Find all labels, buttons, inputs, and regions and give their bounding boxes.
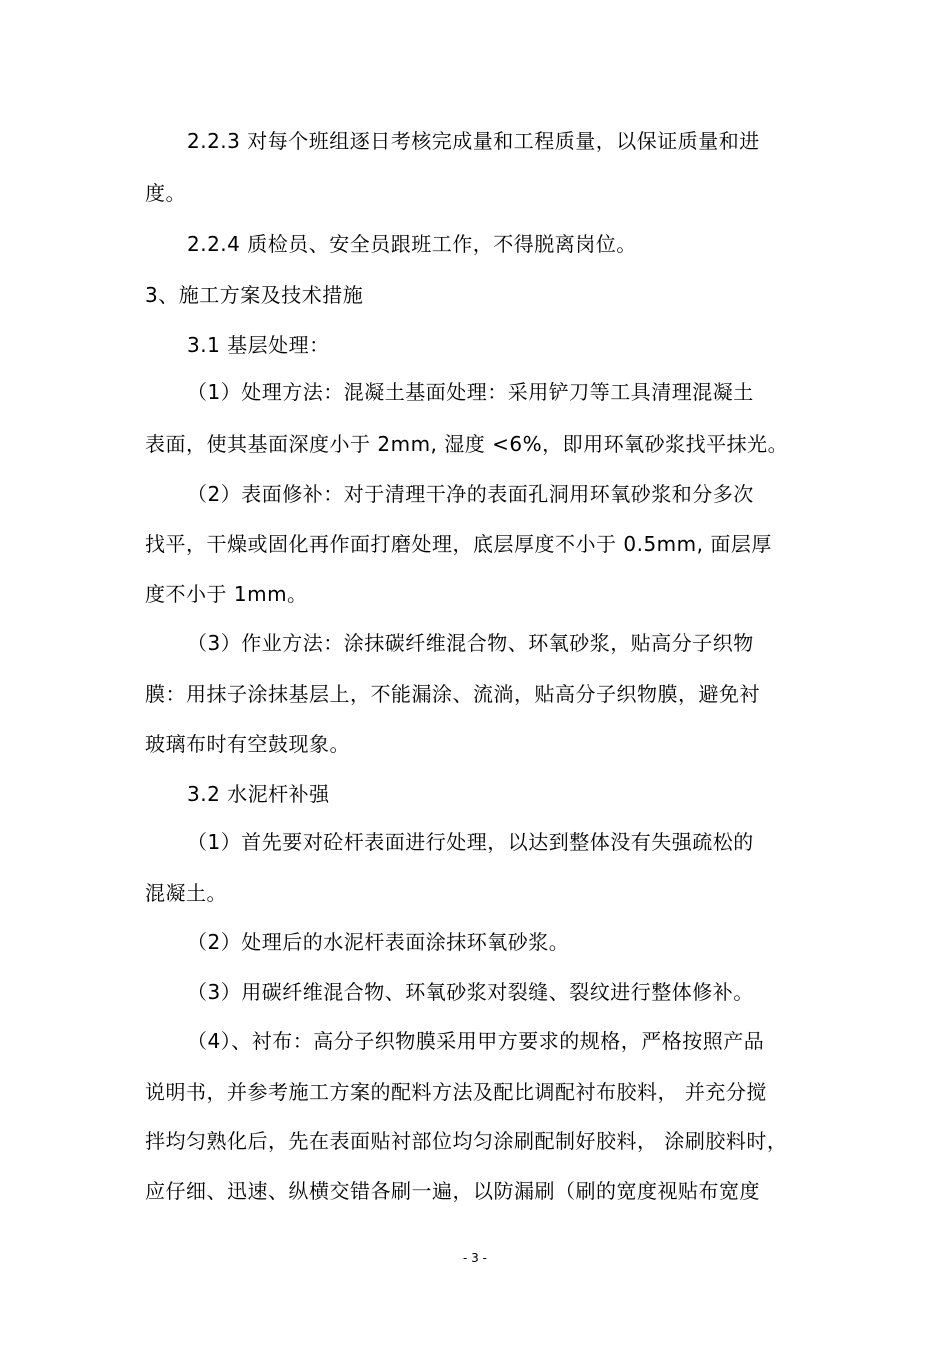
paragraph-line: （3）用碳纤维混合物、环氧砂浆对裂缝、裂纹进行整体修补。 [187, 980, 754, 1004]
paragraph-line: （1）处理方法：混凝土基面处理：采用铲刀等工具清理混凝土 [187, 380, 754, 404]
subsection-heading: 3.2 水泥杆补强 [187, 782, 330, 806]
paragraph-line: 找平，干燥或固化再作面打磨处理，底层厚度不小于 0.5mm, 面层厚 [145, 532, 772, 556]
paragraph-line: （2）处理后的水泥杆表面涂抹环氧砂浆。 [187, 930, 570, 954]
paragraph-line: 2.2.3 对每个班组逐日考核完成量和工程质量，以保证质量和进 [187, 129, 760, 153]
paragraph-line: 2.2.4 质检员、安全员跟班工作，不得脱离岗位。 [187, 232, 637, 256]
paragraph-line: 说明书，并参考施工方案的配料方法及配比调配衬布胶料， 并充分搅 [145, 1080, 767, 1104]
paragraph-line: 度不小于 1mm。 [145, 582, 308, 606]
paragraph-line: （1）首先要对砼杆表面进行处理，以达到整体没有失强疏松的 [187, 830, 754, 854]
page-number: - 3 - [463, 1251, 487, 1265]
subsection-heading: 3.1 基层处理： [187, 333, 330, 357]
paragraph-line: 表面，使其基面深度小于 2mm, 湿度 <6%，即用环氧砂浆找平抹光。 [145, 432, 789, 456]
paragraph-line: （3）作业方法：涂抹碳纤维混合物、环氧砂浆，贴高分子织物 [187, 631, 754, 655]
paragraph-line: 应仔细、迅速、纵横交错各刷一遍，以防漏刷（刷的宽度视贴布宽度 [145, 1179, 760, 1203]
paragraph-line: 拌均匀熟化后，先在表面贴衬部位均匀涂刷配制好胶料， 涂刷胶料时， [145, 1129, 788, 1153]
paragraph-line: 膜：用抹子涂抹基层上，不能漏涂、流淌，贴高分子织物膜，避免衬 [145, 682, 760, 706]
paragraph-line: （2）表面修补：对于清理干净的表面孔洞用环氧砂浆和分多次 [187, 482, 754, 506]
paragraph-line: （4）、衬布：高分子织物膜采用甲方要求的规格，严格按照产品 [187, 1029, 765, 1053]
paragraph-line: 混凝土。 [145, 881, 227, 905]
section-heading: 3、施工方案及技术措施 [145, 283, 364, 307]
paragraph-line: 度。 [145, 181, 186, 205]
paragraph-line: 玻璃布时有空鼓现象。 [145, 732, 350, 756]
